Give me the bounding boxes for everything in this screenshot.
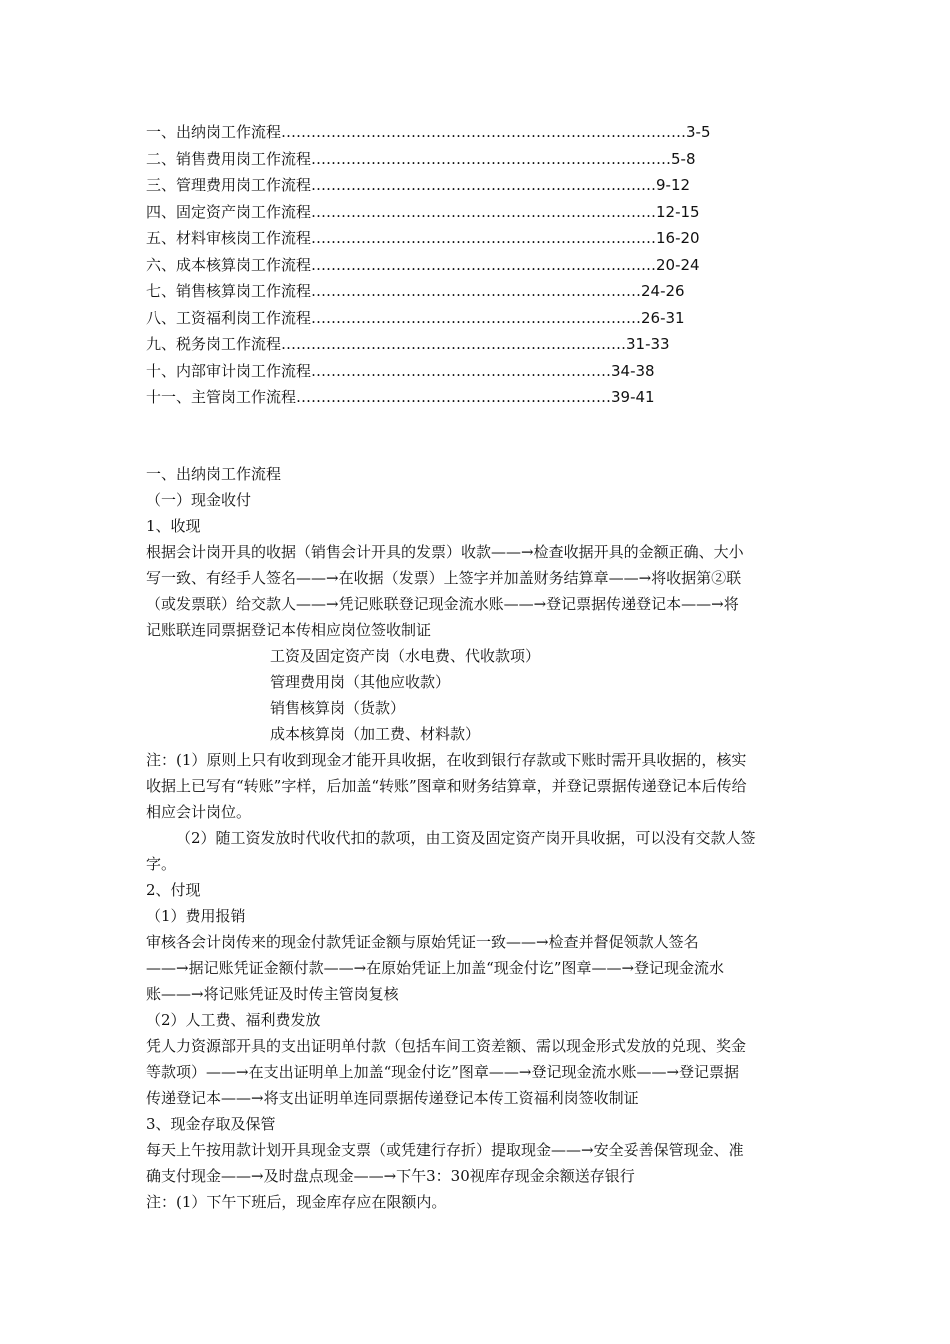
toc-entry[interactable] xyxy=(146,305,711,332)
toc-entry-page: 26-31 xyxy=(641,308,685,327)
paragraph-line: 注：(1）原则上只有收到现金才能开具收据，在收到银行存款或下账时需开具收据的，核实 xyxy=(146,751,747,769)
toc-entry[interactable] xyxy=(146,252,711,279)
toc-entry[interactable] xyxy=(146,146,711,173)
toc-entry-title: 六、成本核算岗工作流程 xyxy=(146,255,312,274)
paragraph-line: 凭人力资源部开具的支出证明单付款（包括车间工资差额、需以现金形式发放的兑现、奖金 xyxy=(146,1037,747,1055)
note-paragraph xyxy=(146,747,816,825)
paragraph xyxy=(146,539,816,643)
post-item: 销售核算岗（货款） xyxy=(270,699,406,717)
toc-entry-title: 七、销售核算岗工作流程 xyxy=(146,282,312,300)
toc-entry[interactable] xyxy=(146,331,711,358)
toc-entry[interactable] xyxy=(146,199,711,226)
toc-entry[interactable] xyxy=(146,278,711,305)
toc-entry-page: 5-8 xyxy=(671,149,696,168)
note-paragraph xyxy=(146,825,816,877)
paragraph-line: ——→据记账凭证金额付款——→在原始凭证上加盖“现金付讫”图章——→登记现金流水 xyxy=(146,959,725,977)
post-item: 成本核算岗（加工费、材料款） xyxy=(270,725,481,743)
toc-entry-page: 34-38 xyxy=(611,361,655,380)
toc-entry-title: 二、销售费用岗工作流程 xyxy=(146,149,312,168)
toc-entry-leader: …………………………………………………………… xyxy=(311,202,657,221)
toc-entry-title: 四、固定资产岗工作流程 xyxy=(146,202,312,221)
toc-entry-leader: ……………………………………………………… xyxy=(296,388,612,406)
toc-entry[interactable] xyxy=(146,225,711,252)
paragraph-line: 根据会计岗开具的收据（销售会计开具的发票）收款——→检查收据开具的金额正确、大小 xyxy=(146,543,744,561)
toc-entry-page: 31-33 xyxy=(626,335,670,353)
toc-entry-title: 八、工资福利岗工作流程 xyxy=(146,308,312,327)
paragraph-line: 写一致、有经手人签名——→在收据（发票）上签字并加盖财务结算章——→将收据第②联 xyxy=(146,569,742,587)
item-heading: 2、付现 xyxy=(146,881,201,899)
item-heading: 1、收现 xyxy=(146,517,201,535)
paragraph-line: 收据上已写有“转账”字样，后加盖“转账”图章和财务结算章，并登记票据传递登记本后传给 xyxy=(146,777,747,795)
section-heading: 一、出纳岗工作流程 xyxy=(146,465,282,483)
paragraph xyxy=(146,929,816,1007)
paragraph-line: 记账联连同票据登记本传相应岗位签收制证 xyxy=(146,621,432,639)
post-item: 管理费用岗（其他应收款） xyxy=(270,673,451,691)
toc-entry-leader: …………………………………………………………… xyxy=(311,229,657,247)
paragraph xyxy=(146,1033,816,1111)
toc-entry-title: 十一、主管岗工作流程 xyxy=(146,388,297,406)
toc-entry-title: 五、材料审核岗工作流程 xyxy=(146,229,312,247)
toc-entry-leader: ………………………………………………………… xyxy=(311,282,642,300)
toc-entry-leader: ……………………………………………………………………… xyxy=(281,123,687,141)
toc-entry-page: 9-12 xyxy=(656,176,691,194)
toc-entry-page: 16-20 xyxy=(656,229,700,247)
paragraph-line: 传递登记本——→将支出证明单连同票据传递登记本传工资福利岗签收制证 xyxy=(146,1089,639,1107)
paragraph-line: 字。 xyxy=(146,855,177,873)
post-item: 工资及固定资产岗（水电费、代收款项） xyxy=(270,647,541,665)
toc-entry-leader: ……………………………………………………………… xyxy=(311,149,672,168)
subsection-heading: （一）现金收付 xyxy=(146,491,252,509)
toc-entry-leader: …………………………………………………………… xyxy=(311,176,657,194)
toc-entry-title: 九、税务岗工作流程 xyxy=(146,335,282,353)
toc-entry-leader: …………………………………………………………… xyxy=(281,335,627,353)
subitem-heading: （2）人工费、福利费发放 xyxy=(146,1011,321,1029)
paragraph-line: 相应会计岗位。 xyxy=(146,803,252,821)
toc-entry-leader: ………………………………………………………… xyxy=(311,308,642,327)
table-of-contents xyxy=(146,119,711,411)
toc-entry-page: 39-41 xyxy=(611,388,655,406)
toc-entry[interactable] xyxy=(146,384,711,411)
paragraph-line: （2）随工资发放时代收代扣的款项，由工资及固定资产岗开具收据，可以没有交款人签 xyxy=(176,829,756,847)
toc-entry-title: 十、内部审计岗工作流程 xyxy=(146,361,312,380)
item-heading: 3、现金存取及保管 xyxy=(146,1115,276,1133)
paragraph-line: 每天上午按用款计划开具现金支票（或凭建行存折）提取现金——→安全妥善保管现金、准 xyxy=(146,1141,744,1159)
toc-entry-page: 20-24 xyxy=(656,255,700,274)
toc-entry-title: 一、出纳岗工作流程 xyxy=(146,123,282,141)
subitem-heading: （1）费用报销 xyxy=(146,907,246,925)
toc-entry-leader: …………………………………………………… xyxy=(311,361,612,380)
toc-entry-title: 三、管理费用岗工作流程 xyxy=(146,176,312,194)
paragraph-line: 账——→将记账凭证及时传主管岗复核 xyxy=(146,985,399,1003)
paragraph-line: 等款项）——→在支出证明单上加盖“现金付讫”图章——→登记现金流水账——→登记票据 xyxy=(146,1063,740,1081)
toc-entry-page: 24-26 xyxy=(641,282,685,300)
toc-entry[interactable] xyxy=(146,358,711,385)
note-line: 注：(1）下午下班后，现金库存应在限额内。 xyxy=(146,1193,447,1211)
paragraph-line: 确支付现金——→及时盘点现金——→下午3：30视库存现金余额送存银行 xyxy=(146,1167,635,1185)
paragraph-line: （或发票联）给交款人——→凭记账联登记现金流水账——→登记票据传递登记本——→将 xyxy=(146,595,739,613)
toc-entry-page: 3-5 xyxy=(686,123,711,141)
toc-entry-page: 12-15 xyxy=(656,202,700,221)
toc-entry[interactable] xyxy=(146,172,711,199)
post-list xyxy=(146,643,816,747)
document-body xyxy=(146,461,816,1215)
paragraph-line: 审核各会计岗传来的现金付款凭证金额与原始凭证一致——→检查并督促领款人签名 xyxy=(146,933,699,951)
paragraph xyxy=(146,1137,816,1189)
toc-entry[interactable] xyxy=(146,119,711,146)
toc-entry-leader: …………………………………………………………… xyxy=(311,255,657,274)
